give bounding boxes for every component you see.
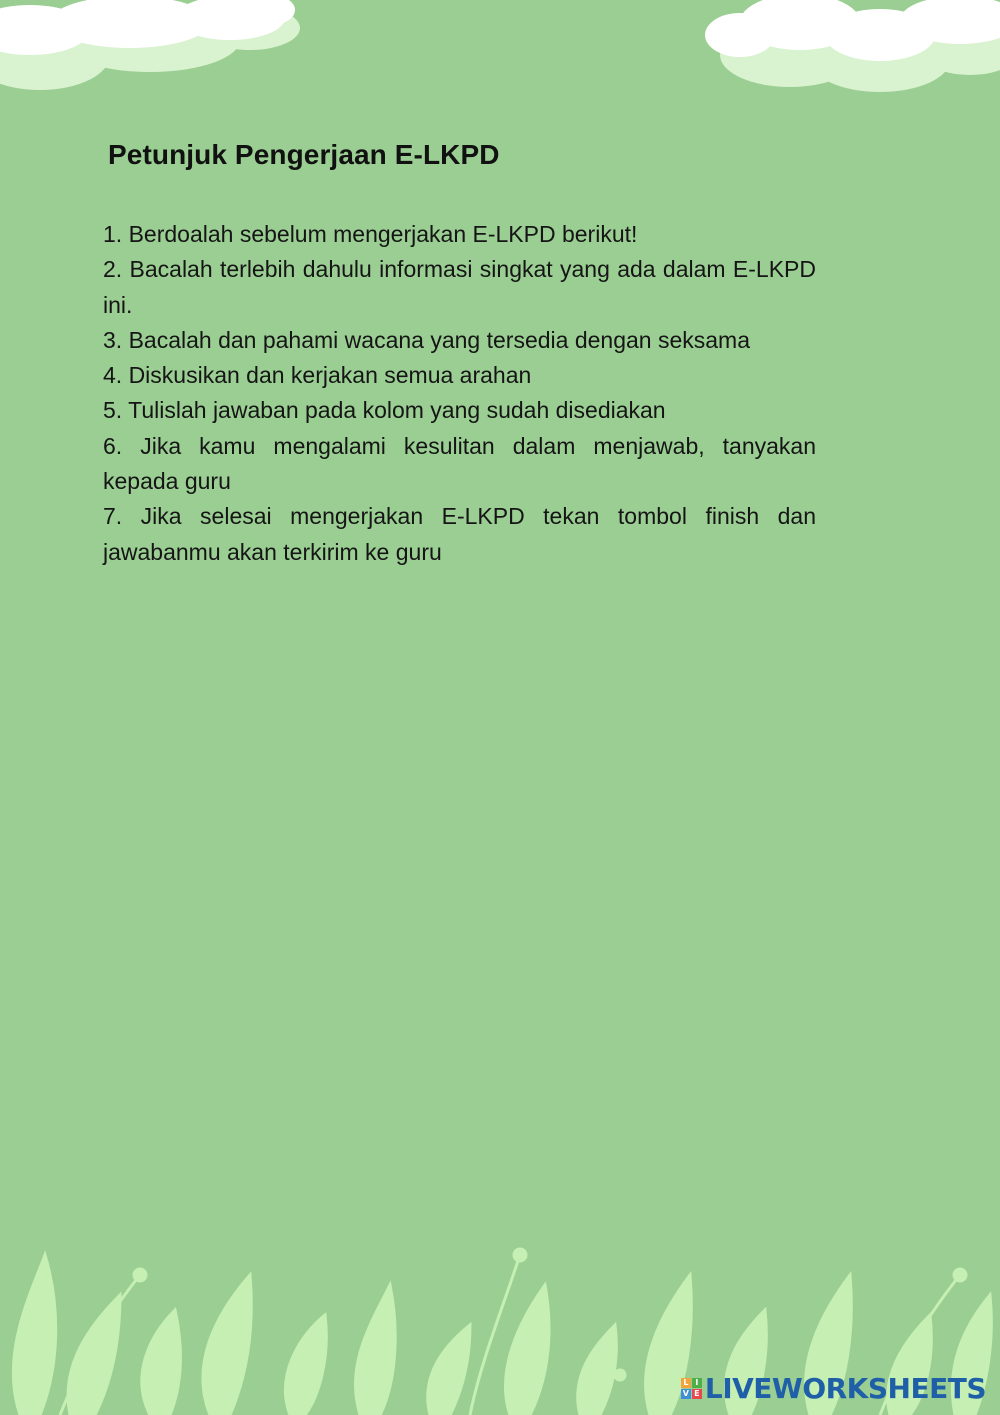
instruction-item: 2. Bacalah terlebih dahulu informasi singkat yang ada dalam E-LKPD ini. [103, 256, 816, 318]
logo-mark-letter: I [692, 1378, 702, 1388]
instruction-item: 7. Jika selesai mengerjakan E-LKPD tekan tombol finish dan jawabanmu akan terkirim ke guru [103, 503, 816, 565]
logo-mark-icon [681, 1378, 702, 1399]
leaf-shape [285, 1315, 326, 1415]
logo-mark-letter: E [692, 1389, 702, 1399]
instruction-list [103, 217, 816, 570]
leaf-shape [428, 1325, 470, 1415]
logo-text: LIVEWORKSHEETS [704, 1372, 986, 1405]
berry-shape [375, 1360, 385, 1370]
leaf-shape [355, 1285, 395, 1415]
leaf-shape [142, 1310, 181, 1415]
leaf-shape [203, 1275, 251, 1415]
leaf-shape [13, 1255, 55, 1415]
instruction-item: 1. Berdoalah sebelum mengerjakan E-LKPD berikut! [103, 221, 638, 247]
leaf-shape [578, 1325, 617, 1415]
logo-mark-letter: V [682, 1389, 689, 1398]
cloud-decoration [0, 0, 1000, 110]
instruction-item: 4. Diskusikan dan kerjakan semua arahan [103, 362, 532, 389]
instruction-item: 5. Tulislah jawaban pada kolom yang sudah disediakan [103, 397, 666, 424]
berry-shape [954, 1269, 966, 1281]
liveworksheets-logo [681, 1372, 986, 1405]
berry-shape [134, 1269, 146, 1281]
logo-mark-letter: L [681, 1378, 691, 1388]
leaf-shape [505, 1285, 549, 1415]
berry-shape [514, 1249, 526, 1261]
page-title: Petunjuk Pengerjaan E-LKPD [108, 139, 500, 170]
instruction-item: 6. Jika kamu mengalami kesulitan dalam menjawab, tanyakan kepada guru [103, 432, 816, 495]
instruction-item: 3. Bacalah dan pahami wacana yang tersedia dengan seksama [103, 326, 750, 353]
berry-shape [615, 1370, 625, 1380]
